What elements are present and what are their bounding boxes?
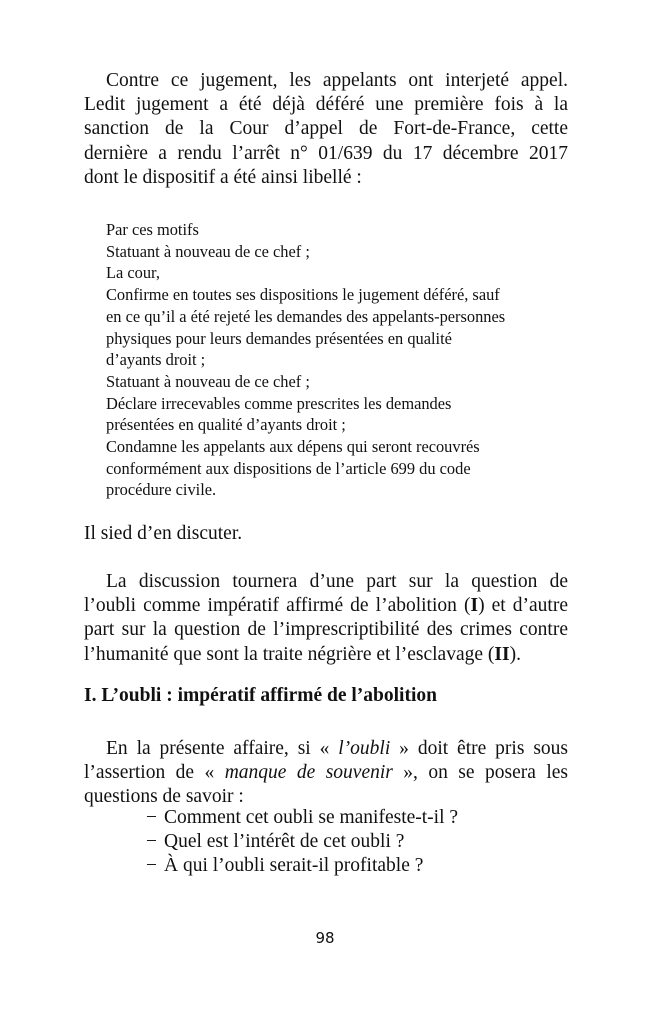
list-item [146,854,458,878]
question-text: À qui l’oubli serait-il profitable ? [164,855,424,877]
text-run: l’assertion de « [84,762,225,784]
text-line [84,737,568,761]
text-line [84,761,568,785]
quote-line: La cour, [106,263,160,283]
question-text: Comment cet oubli se manifeste-t-il ? [164,807,459,828]
text-line [84,594,568,618]
text-line: Ledit jugement a été déjà déféré une première fois à la [84,94,568,116]
paragraph-appeal [84,69,568,190]
text-run: », on se posera les [392,762,568,784]
question-text: Quel est l’intérêt de cet oubli ? [164,831,405,853]
quote-line: Statuant à nouveau de ce chef ; [106,371,310,391]
text-run: ) et d’autre [478,595,568,617]
quote-line: Par ces motifs [106,220,199,239]
list-item [146,830,458,854]
text-line: dernière a rendu l’arrêt n° 01/639 du 17 décembre 2017 [84,142,568,164]
quote-line: en ce qu’il a été rejeté les demandes des appelants-personnes [106,306,506,326]
italic-term: manque de souvenir [224,762,393,784]
section-heading: I. L’oubli : impératif affirmé de l’abolition [84,685,437,706]
text-line: dont le dispositif a été ainsi libellé : [84,166,362,188]
text-run: ). [509,643,521,665]
paragraph-discuss: Il sied d’en discuter. [84,523,243,544]
text-run: En la présente affaire, si « [106,738,339,759]
bold-roman-numeral: II [494,643,510,665]
text-run: l’oubli comme impératif affirmé de l’abolition ( [84,595,471,617]
bold-roman-numeral: I [470,595,479,617]
text-line: sanction de la Cour d’appel de Fort-de-France, cette [84,118,568,140]
text-run: » doit être pris sous [390,738,569,759]
list-item [146,806,458,830]
paragraph-questions-intro [84,737,568,810]
dash-marker: − [146,831,157,853]
question-list [146,806,458,879]
text-line [84,643,568,667]
text-run: l’humanité que sont la traite négrière et l’esclavage ( [84,643,495,665]
text-line: questions de savoir : [84,786,244,808]
text-line: part sur la question de l’imprescriptibilité des crimes contre [84,619,568,641]
paragraph-discussion-plan [84,570,568,667]
italic-term: l’oubli [338,738,391,759]
dash-marker: − [146,855,157,877]
court-ruling-quote [106,219,576,501]
text-line: La discussion tournera d’une part sur la question de [106,571,568,592]
quote-line: Statuant à nouveau de ce chef ; [106,241,310,261]
quote-line: Déclare irrecevables comme prescrites les demandes [106,393,452,413]
quote-line: Confirme en toutes ses dispositions le jugement déféré, sauf [106,285,500,305]
quote-line: présentées en qualité d’ayants droit ; [106,415,346,435]
dash-marker: − [146,807,157,828]
quote-line: conformément aux dispositions de l’article 699 du code [106,458,471,478]
text-line: Contre ce jugement, les appelants ont interjeté appel. [106,70,568,91]
quote-line: procédure civile. [106,480,217,500]
quote-line: physiques pour leurs demandes présentées en qualité [106,328,452,348]
quote-line: d’ayants droit ; [106,350,206,370]
quote-line: Condamne les appelants aux dépens qui seront recouvrés [106,437,480,457]
page-number: 98 [315,929,335,947]
